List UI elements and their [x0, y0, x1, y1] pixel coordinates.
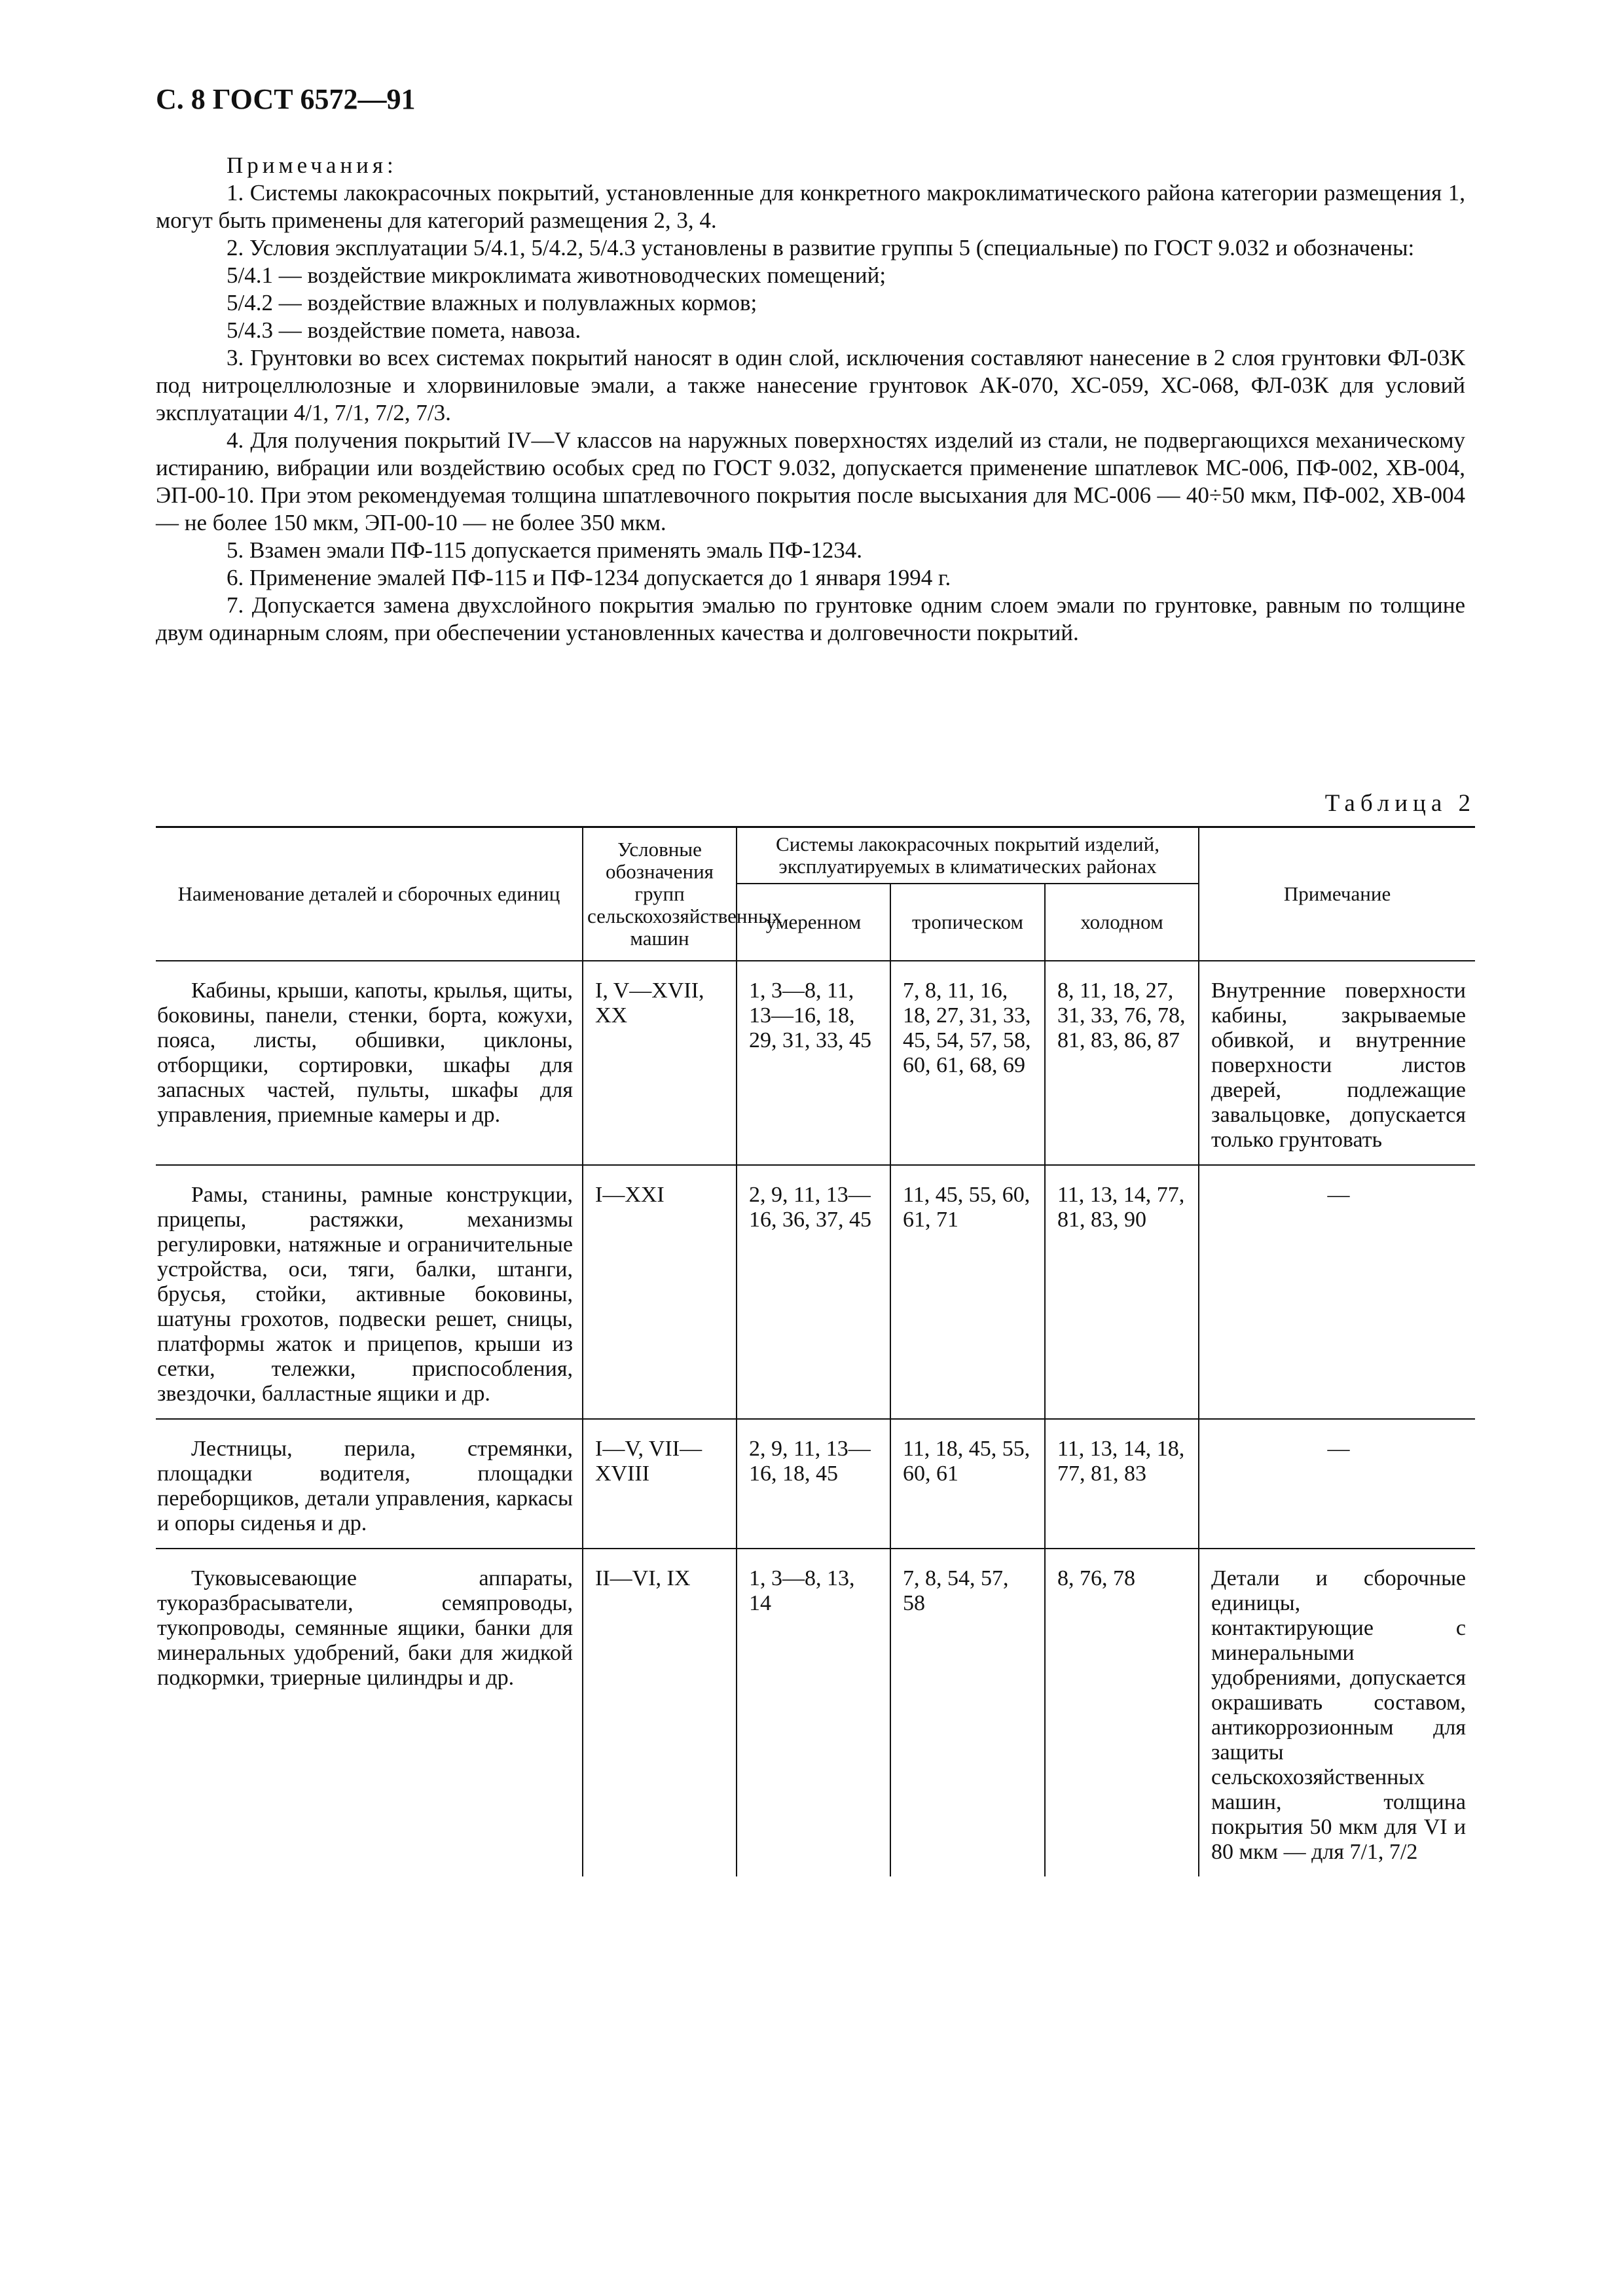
header-cold: холодном — [1045, 884, 1199, 961]
cell-tropical: 11, 18, 45, 55, 60, 61 — [890, 1419, 1045, 1549]
cell-name: Рамы, станины, рамные конструкции, прицепы, растяжки, механизмы регулировки, натяжные и ограничительные устройства, оси, тяги, балки, штанги, брусья, стойки, активные боковины, шатуны грохотов, подвески решет, сницы, платформы жаток и прицепов, крыши из сетки, тележки, приспособления, звездочки, балластные ящики и др. — [156, 1165, 583, 1419]
note-item: 7. Допускается замена двухслойного покрытия эмалью по грунтовке одним слоем эмали по грунтовке, равным по толщине двум одинарным слоям, при обеспечении установленных качества и долговечности покрытий. — [156, 592, 1465, 645]
table-row — [156, 1549, 1475, 1876]
header-tropical: тропическом — [890, 884, 1045, 961]
note-item: 5/4.2 — воздействие влажных и полувлажных кормов; — [227, 290, 757, 315]
note-item: 5. Взамен эмали ПФ-115 допускается применять эмаль ПФ-1234. — [227, 537, 862, 563]
cell-cold: 11, 13, 14, 18, 77, 81, 83 — [1045, 1419, 1199, 1549]
header-moderate: умеренном — [737, 884, 890, 961]
cell-note: Детали и сборочные единицы, контактирующие с минеральными удобрениями, допускается окрашивать составом, антикоррозионным для защиты сельскохозяйственных машин, толщина покрытия 50 мкм для VI и 80 мкм — для 7/1, 7/2 — [1199, 1549, 1475, 1876]
cell-name: Лестницы, перила, стремянки, площадки водителя, площадки переборщиков, детали управления, каркасы и опоры сиденья и др. — [156, 1419, 583, 1549]
note-item: 1. Системы лакокрасочных покрытий, установленные для конкретного макроклиматического района категории размещения 1, могут быть применены для категорий размещения 2, 3, 4. — [156, 180, 1465, 233]
table-row — [156, 961, 1475, 1165]
note-item: 5/4.1 — воздействие микроклимата животноводческих помещений; — [227, 262, 886, 288]
coating-systems-table — [156, 826, 1475, 1876]
cell-tropical: 7, 8, 54, 57, 58 — [890, 1549, 1045, 1876]
table-row — [156, 1419, 1475, 1549]
header-name: Наименование деталей и сборочных единиц — [156, 827, 583, 961]
cell-moderate: 2, 9, 11, 13—16, 18, 45 — [737, 1419, 890, 1549]
note-item: 4. Для получения покрытий IV—V классов на наружных поверхностях изделий из стали, не подвергающихся механическому истиранию, вибрации или воздействию особых сред по ГОСТ 9.032, допускается применение шпатлевок МС-006, ПФ-002, ХВ-004, ЭП-00-10. При этом рекомендуемая толщина шпатлевочного покрытия после высыхания для МС-006 — 40÷50 мкм, ПФ-002, ХВ-004 — не более 150 мкм, ЭП-00-10 — не более 350 мкм. — [156, 427, 1465, 535]
cell-moderate: 2, 9, 11, 13—16, 36, 37, 45 — [737, 1165, 890, 1419]
header-groups: Условные обозначения групп сельскохозяйственных машин — [583, 827, 737, 961]
cell-cold: 8, 76, 78 — [1045, 1549, 1199, 1876]
cell-groups: II—VI, IX — [583, 1549, 737, 1876]
notes-title: Примечания: — [227, 152, 397, 178]
cell-name: Кабины, крыши, капоты, крылья, щиты, боковины, панели, стенки, борта, кожухи, пояса, листы, обшивки, циклоны, отборщики, сортировки, шкафы для запасных частей, пульты, шкафы для управления, приемные камеры и др. — [156, 961, 583, 1165]
cell-tropical: 7, 8, 11, 16, 18, 27, 31, 33, 45, 54, 57, 58, 60, 61, 68, 69 — [890, 961, 1045, 1165]
cell-moderate: 1, 3—8, 13, 14 — [737, 1549, 890, 1876]
header-note: Примечание — [1199, 827, 1475, 961]
cell-note: Внутренние поверхности кабины, закрываемые обивкой, и внутренние поверхности листов дверей, подлежащие завальцовке, допускается только грунтовать — [1199, 961, 1475, 1165]
note-item: 5/4.3 — воздействие помета, навоза. — [227, 317, 581, 343]
cell-groups: I, V—XVII, XX — [583, 961, 737, 1165]
cell-moderate: 1, 3—8, 11, 13—16, 18, 29, 31, 33, 45 — [737, 961, 890, 1165]
note-item: 6. Применение эмалей ПФ-115 и ПФ-1234 допускается до 1 января 1994 г. — [227, 565, 951, 590]
header-systems: Системы лакокрасочных покрытий изделий, эксплуатируемых в климатических районах — [737, 827, 1199, 884]
table-caption: Таблица 2 — [1324, 790, 1476, 817]
cell-note: — — [1199, 1419, 1475, 1549]
cell-groups: I—XXI — [583, 1165, 737, 1419]
note-item: 2. Условия эксплуатации 5/4.1, 5/4.2, 5/4.3 установлены в развитие группы 5 (специальные) по ГОСТ 9.032 и обозначены: — [227, 235, 1415, 260]
page-header: С. 8 ГОСТ 6572—91 — [156, 83, 416, 115]
cell-cold: 8, 11, 18, 27, 31, 33, 76, 78, 81, 83, 86, 87 — [1045, 961, 1199, 1165]
cell-groups: I—V, VII—XVIII — [583, 1419, 737, 1549]
cell-name: Туковысевающие аппараты, тукоразбрасыватели, семяпроводы, тукопроводы, семянные ящики, банки для минеральных удобрений, баки для жидкой подкормки, триерные цилиндры и др. — [156, 1549, 583, 1876]
cell-tropical: 11, 45, 55, 60, 61, 71 — [890, 1165, 1045, 1419]
notes-section — [156, 152, 1465, 647]
cell-note: — — [1199, 1165, 1475, 1419]
table-row — [156, 1165, 1475, 1419]
note-item: 3. Грунтовки во всех системах покрытий наносят в один слой, исключения составляют нанесение в 2 слоя грунтовки ФЛ-03К под нитроцеллюлозные и хлорвиниловые эмали, а также нанесение грунтовок АК-070, ХС-059, ХС-068, ФЛ-03К для условий эксплуатации 4/1, 7/1, 7/2, 7/3. — [156, 345, 1465, 425]
cell-cold: 11, 13, 14, 77, 81, 83, 90 — [1045, 1165, 1199, 1419]
